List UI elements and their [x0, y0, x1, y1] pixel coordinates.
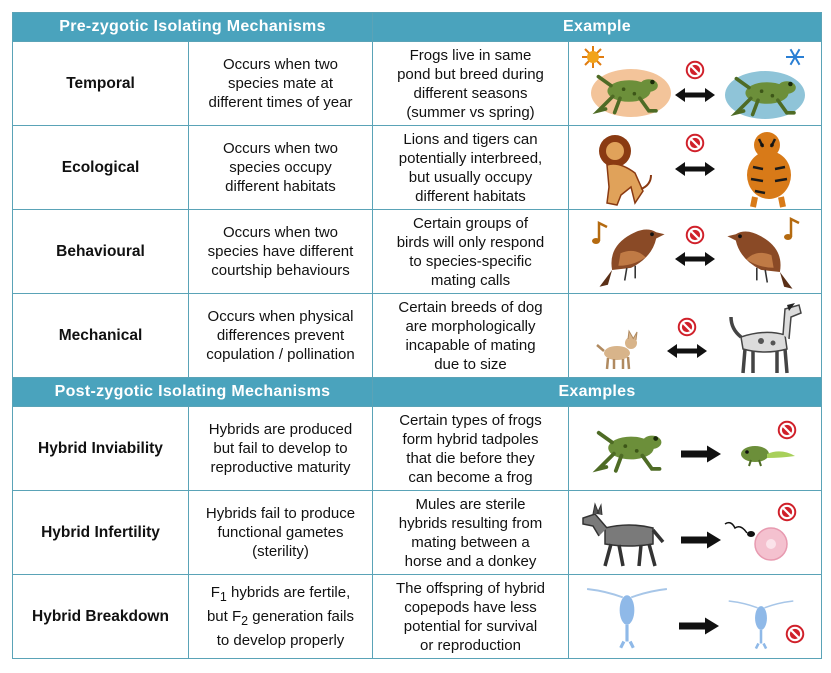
mechanism-name: Mechanical: [13, 294, 189, 378]
mechanism-name: Hybrid Breakdown: [13, 575, 189, 659]
lion-icon: [599, 135, 651, 205]
table-row: [13, 42, 822, 126]
arrow-icon: [679, 617, 719, 634]
table-row: [13, 210, 822, 294]
no-entry-icon: [777, 502, 797, 522]
mechanism-name: Temporal: [13, 42, 189, 126]
bird-icon: [600, 229, 665, 286]
example-illustration: [569, 294, 822, 378]
mechanism-name: Hybrid Inviability: [13, 407, 189, 491]
mechanism-description: Occurs when two species occupy different habitats: [189, 126, 373, 210]
mechanism-name: Hybrid Infertility: [13, 491, 189, 575]
pre-zygotic-example-title: Example: [373, 13, 822, 42]
table-row: [13, 407, 822, 491]
mechanism-example: Lions and tigers can potentially interbreed, but usually occupy different habitats: [373, 126, 569, 210]
no-entry-icon: [777, 420, 797, 440]
mechanism-description: Hybrids fail to produce functional gametes (sterility): [189, 491, 373, 575]
music-note-icon: [784, 219, 799, 240]
copepod-icon: [729, 601, 794, 649]
example-illustration: [569, 126, 822, 210]
example-illustration: [569, 407, 822, 491]
copepod-icon: [587, 589, 667, 648]
example-illustration: [569, 491, 822, 575]
sperm-egg-icon: [725, 522, 787, 559]
post-zygotic-example-title: Examples: [373, 378, 822, 407]
mule-icon: [583, 504, 663, 566]
frog-icon: [599, 432, 662, 470]
music-note-icon: [592, 223, 607, 244]
double-arrow-icon: [675, 252, 715, 266]
post-zygotic-title: Post-zygotic Isolating Mechanisms: [13, 378, 373, 407]
example-illustration: [569, 575, 822, 659]
mechanism-example: Frogs live in same pond but breed during different seasons (summer vs spring): [373, 42, 569, 126]
mechanism-description: Occurs when two species mate at different times of year: [189, 42, 373, 126]
table-row: [13, 491, 822, 575]
mechanism-description: Occurs when two species have different courtship behaviours: [189, 210, 373, 294]
mechanism-name: Behavioural: [13, 210, 189, 294]
great-dane-icon: [731, 303, 801, 373]
example-illustration: [569, 210, 822, 294]
tiger-icon: [747, 132, 791, 207]
mechanism-example: Certain breeds of dog are morphologically incapable of mating due to size: [373, 294, 569, 378]
mechanism-example: The offspring of hybrid copepods have less potential for survival or reproduction: [373, 575, 569, 659]
no-entry-icon: [785, 624, 805, 644]
table-row: [13, 126, 822, 210]
mechanism-example: Certain groups of birds will only respond to species-specific mating calls: [373, 210, 569, 294]
double-arrow-icon: [667, 344, 707, 358]
double-arrow-icon: [675, 162, 715, 176]
arrow-icon: [681, 531, 721, 548]
bird-icon: [727, 231, 792, 288]
tadpole-icon: [741, 446, 795, 466]
mechanism-description: $F_1$ hybrids are fertile, but $F_2$ generation fails to develop properly: [189, 575, 373, 659]
no-entry-icon: [677, 317, 697, 337]
mechanism-name: Ecological: [13, 126, 189, 210]
table-row: [13, 575, 822, 659]
sun-icon: [582, 46, 604, 68]
pre-zygotic-header: [13, 13, 822, 42]
example-illustration: [569, 42, 822, 126]
table-row: [13, 294, 822, 378]
post-zygotic-header: [13, 378, 822, 407]
small-dog-icon: [597, 331, 637, 369]
mechanism-example: Mules are sterile hybrids resulting from mating between a horse and a donkey: [373, 491, 569, 575]
mechanism-description: Occurs when physical differences prevent copulation / pollination: [189, 294, 373, 378]
pre-zygotic-title: Pre-zygotic Isolating Mechanisms: [13, 13, 373, 42]
snowflake-icon: [786, 49, 804, 65]
no-entry-icon: [685, 225, 705, 245]
no-entry-icon: [685, 133, 705, 153]
no-entry-icon: [685, 60, 705, 80]
mechanism-example: Certain types of frogs form hybrid tadpoles that die before they can become a frog: [373, 407, 569, 491]
double-arrow-icon: [675, 88, 715, 102]
arrow-icon: [681, 445, 721, 462]
isolating-mechanisms-table: [12, 12, 822, 659]
mechanism-description: Hybrids are produced but fail to develop to reproductive maturity: [189, 407, 373, 491]
